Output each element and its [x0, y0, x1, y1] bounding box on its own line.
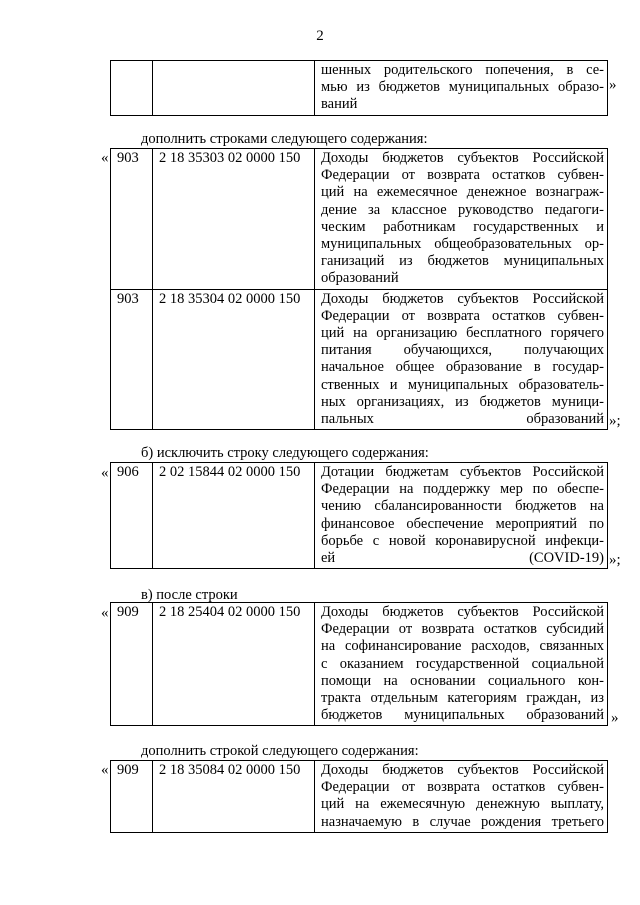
description-line: Федерации от возврата остатков субвен-	[321, 307, 604, 324]
row-number-cell: 903	[111, 149, 153, 290]
description-line: ческим работникам государственных и	[321, 218, 604, 235]
description-line: дение за классное руководство педагоги-	[321, 201, 604, 218]
paragraph-exclude-row: б) исключить строку следующего содержания:	[141, 445, 429, 461]
description-line: ей (COVID-19)	[321, 550, 604, 567]
description-line: ций на организацию бесплатного горячего	[321, 325, 604, 342]
description-line: Доходы бюджетов субъектов Российской	[321, 604, 604, 620]
row-number-cell: 903	[111, 289, 153, 430]
continuation-table	[110, 60, 608, 116]
description-line: Дотации бюджетам субъектов Российской	[321, 464, 604, 480]
table-row	[111, 149, 608, 290]
description-line: ций на ежемесячную денежную выплату,	[321, 796, 604, 813]
row-description-cell	[315, 761, 608, 833]
description-line: образований	[321, 270, 399, 287]
description-line: чению сбалансированности бюджетов на	[321, 498, 604, 515]
description-line: борьбе с новой коронавирусной инфекци-	[321, 532, 604, 549]
table-row	[111, 61, 608, 116]
row-code-cell: 2 18 25404 02 0000 150	[153, 603, 315, 726]
description-line: Федерации от возврата остатков субвен-	[321, 167, 604, 184]
opening-quote: «	[101, 150, 109, 166]
row-code-cell	[153, 61, 315, 116]
description-line: Федерации от возврата остатков субсидий	[321, 621, 604, 638]
description-line: ных организациях, из бюджетов муници-	[321, 393, 604, 410]
description-line: пальных образований	[321, 411, 604, 428]
description-line: ственных и муниципальных образователь-	[321, 376, 604, 393]
row-code-cell: 2 18 35303 02 0000 150	[153, 149, 315, 290]
row-number-cell: 906	[111, 463, 153, 569]
row-code-cell: 2 18 35304 02 0000 150	[153, 289, 315, 430]
reference-row-table	[110, 602, 608, 726]
description-line: мью из бюджетов муниципальных образо-	[321, 79, 604, 96]
table-row	[111, 463, 608, 569]
description-line: с оказанием государственной социальной	[321, 655, 604, 672]
paragraph-add-rows: дополнить строками следующего содержания:	[141, 131, 428, 147]
description-line: ганизаций из бюджетов муниципальных	[321, 253, 604, 270]
added-rows-table	[110, 148, 608, 430]
description-line: шенных родительского попечения, в се-	[321, 62, 604, 78]
description-line: Доходы бюджетов субъектов Российской	[321, 150, 604, 166]
row-code-cell: 2 18 35084 02 0000 150	[153, 761, 315, 833]
excluded-row-table	[110, 462, 608, 569]
description-line: муниципальных общеобразовательных ор-	[321, 236, 604, 253]
description-line: тракта отдельным категориям граждан, из	[321, 690, 604, 707]
description-line: помощи на основании социального кон-	[321, 672, 604, 689]
description-line: назначаемую в случае рождения третьего	[321, 813, 604, 830]
description-line: финансовое обеспечение мероприятий по	[321, 515, 604, 532]
row-number-cell	[111, 61, 153, 116]
closing-quote: »	[609, 77, 617, 93]
opening-quote: «	[101, 465, 109, 481]
new-row-table	[110, 760, 608, 833]
row-number-cell: 909	[111, 603, 153, 726]
description-line: Доходы бюджетов субъектов Российской	[321, 762, 604, 778]
table-row	[111, 603, 608, 726]
paragraph-after-row: в) после строки	[141, 587, 238, 603]
row-description-cell	[315, 603, 608, 726]
closing-quote: »	[611, 710, 619, 726]
description-line: ций на ежемесячное денежное вознаграж-	[321, 184, 604, 201]
description-line: начальное общее образование в государ-	[321, 359, 604, 376]
opening-quote: «	[101, 605, 109, 621]
description-line: ваний	[321, 96, 358, 113]
description-line: Доходы бюджетов субъектов Российской	[321, 290, 604, 307]
description-line: Федерации от возврата остатков субвен-	[321, 779, 604, 796]
row-description-cell	[315, 61, 608, 116]
opening-quote: «	[101, 762, 109, 778]
row-number-cell: 909	[111, 761, 153, 833]
closing-quote: »;	[609, 413, 621, 429]
page-number: 2	[316, 28, 324, 44]
row-description-cell	[315, 463, 608, 569]
description-line: на софинансирование расходов, связанных	[321, 638, 604, 655]
row-code-cell: 2 02 15844 02 0000 150	[153, 463, 315, 569]
paragraph-add-row: дополнить строкой следующего содержания:	[141, 743, 419, 759]
table-row	[111, 289, 608, 430]
row-description-cell	[315, 149, 608, 290]
description-line: Федерации на поддержку мер по обеспе-	[321, 481, 604, 498]
description-line: бюджетов муниципальных образований	[321, 707, 604, 724]
description-line: питания обучающихся, получающих	[321, 342, 604, 359]
table-row	[111, 761, 608, 833]
row-description-cell	[315, 289, 608, 430]
closing-quote: »;	[609, 552, 621, 568]
